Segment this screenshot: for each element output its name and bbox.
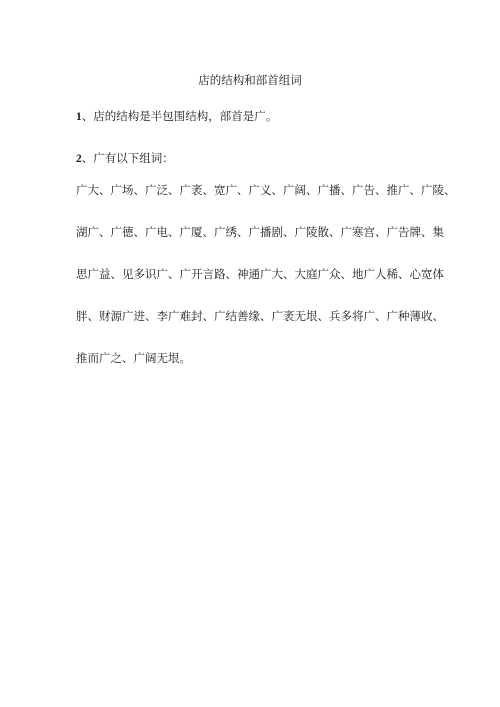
word-line-1: 广大、广场、广泛、广袤、宽广、广义、广阔、广播、广告、推广、广陵、 [76,183,456,197]
point-2 [76,150,174,167]
word-line-4: 胖、财源广进、李广难封、广结善缘、广袤无垠、兵多将广、广种薄收、 [76,309,444,323]
point-1 [76,108,277,125]
point-2-text: 、广有以下组词： [81,151,174,165]
word-line-2: 湖广、广德、广电、广厦、广绣、广播剧、广陵散、广寒宫、广告牌、集 [76,225,444,239]
point-2-number: 2 [76,153,82,165]
word-line-3: 思广益、见多识广、广开言路、神通广大、大庭广众、地广人稀、心宽体 [76,267,444,281]
word-line-5: 推而广之、广阔无垠。 [76,351,191,365]
point-1-number: 1 [76,111,82,123]
document-title: 店的结构和部首组词 [198,73,302,87]
point-1-text: 、店的结构是半包围结构，部首是广。 [81,109,278,123]
word-list [76,182,456,392]
